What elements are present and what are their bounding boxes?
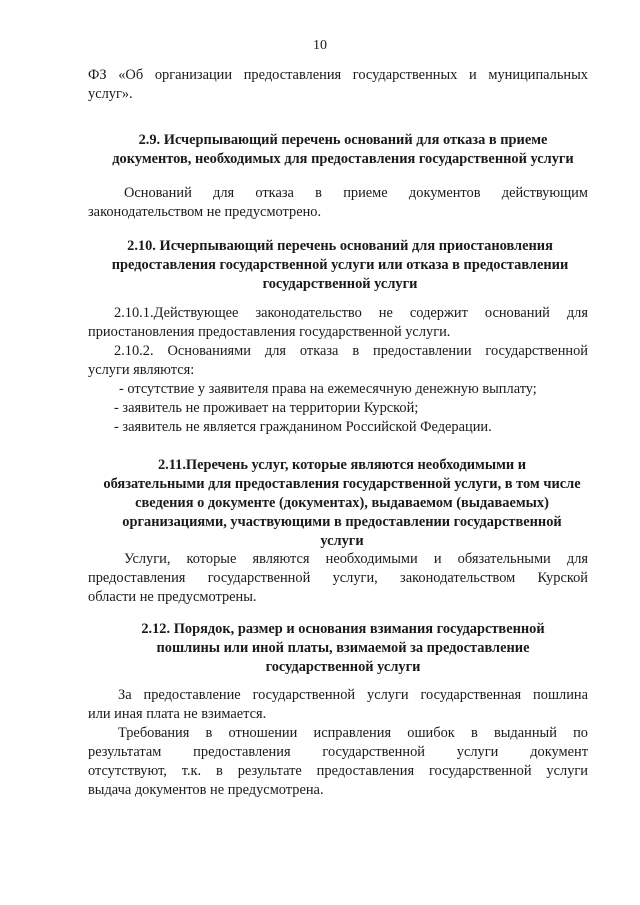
heading-line: услуги — [320, 533, 364, 549]
heading-line: предоставления государственной услуги или отказа в предоставлении — [111, 257, 569, 273]
body-line: Требования в отношении исправления ошибок в выданный по — [118, 725, 588, 741]
heading-line: государственной услуги — [265, 659, 421, 675]
section-2-12-heading — [98, 620, 588, 677]
section-2-10-1-paragraph — [88, 304, 588, 342]
section-2-12-paragraph-1 — [88, 686, 588, 724]
body-line: услуги являются: — [88, 362, 195, 378]
list-item: - заявитель не является гражданином Российской Федерации. — [114, 419, 492, 435]
heading-line: организациями, участвующими в предоставлении государственной — [122, 514, 562, 530]
body-line: области не предусмотрены. — [88, 589, 257, 605]
heading-line: 2.12. Порядок, размер и основания взимания государственной — [141, 621, 545, 637]
body-line: приостановления предоставления государственной услуги. — [88, 324, 451, 340]
body-line: или иная плата не взимается. — [88, 706, 267, 722]
body-line: Оснований для отказа в приеме документов действующим — [124, 185, 588, 201]
section-2-9-heading — [98, 131, 588, 169]
section-2-11-body — [88, 550, 588, 607]
body-line: выдача документов не предусмотрена. — [88, 782, 324, 798]
heading-line: пошлины или иной платы, взимаемой за предоставление — [156, 640, 530, 656]
list-item: - заявитель не проживает на территории Курской; — [114, 400, 419, 416]
section-2-10-heading — [92, 237, 588, 294]
section-2-11-heading — [92, 456, 592, 551]
body-line: предоставления государственной услуги, законодательством Курской — [88, 570, 588, 586]
section-2-10-2-paragraph — [88, 342, 588, 380]
page-number: 10 — [313, 38, 327, 53]
heading-line: государственной услуги — [262, 276, 418, 292]
intro-paragraph — [88, 66, 588, 104]
body-line: 2.10.2. Основаниями для отказа в предоставлении государственной — [114, 343, 588, 359]
section-2-12-paragraph-2 — [88, 724, 588, 800]
body-line: отсутствуют, т.к. в результате предоставления государственной услуги — [88, 763, 588, 779]
heading-line: сведения о документе (документах), выдаваемом (выдаваемых) — [135, 495, 549, 511]
heading-line: 2.10. Исчерпывающий перечень оснований для приостановления — [127, 238, 553, 254]
body-line: законодательством не предусмотрено. — [88, 204, 322, 220]
intro-line: ФЗ «Об организации предоставления государственных и муниципальных — [88, 67, 588, 83]
heading-line: 2.9. Исчерпывающий перечень оснований для отказа в приеме — [138, 132, 548, 148]
section-2-9-body — [88, 184, 588, 222]
body-line: 2.10.1.Действующее законодательство не содержит оснований для — [114, 305, 588, 321]
list-item: - отсутствие у заявителя права на ежемесячную денежную выплату; — [119, 381, 537, 397]
heading-line: документов, необходимых для предоставления государственной услуги — [112, 151, 574, 167]
body-line: Услуги, которые являются необходимыми и обязательными для — [124, 551, 588, 567]
body-line: За предоставление государственной услуги государственная пошлина — [118, 687, 588, 703]
body-line: результатам предоставления государственной услуги документ — [88, 744, 588, 760]
intro-line: услуг». — [88, 86, 133, 102]
heading-line: обязательными для предоставления государственной услуги, в том числе — [103, 476, 581, 492]
heading-line: 2.11.Перечень услуг, которые являются необходимыми и — [157, 457, 527, 473]
